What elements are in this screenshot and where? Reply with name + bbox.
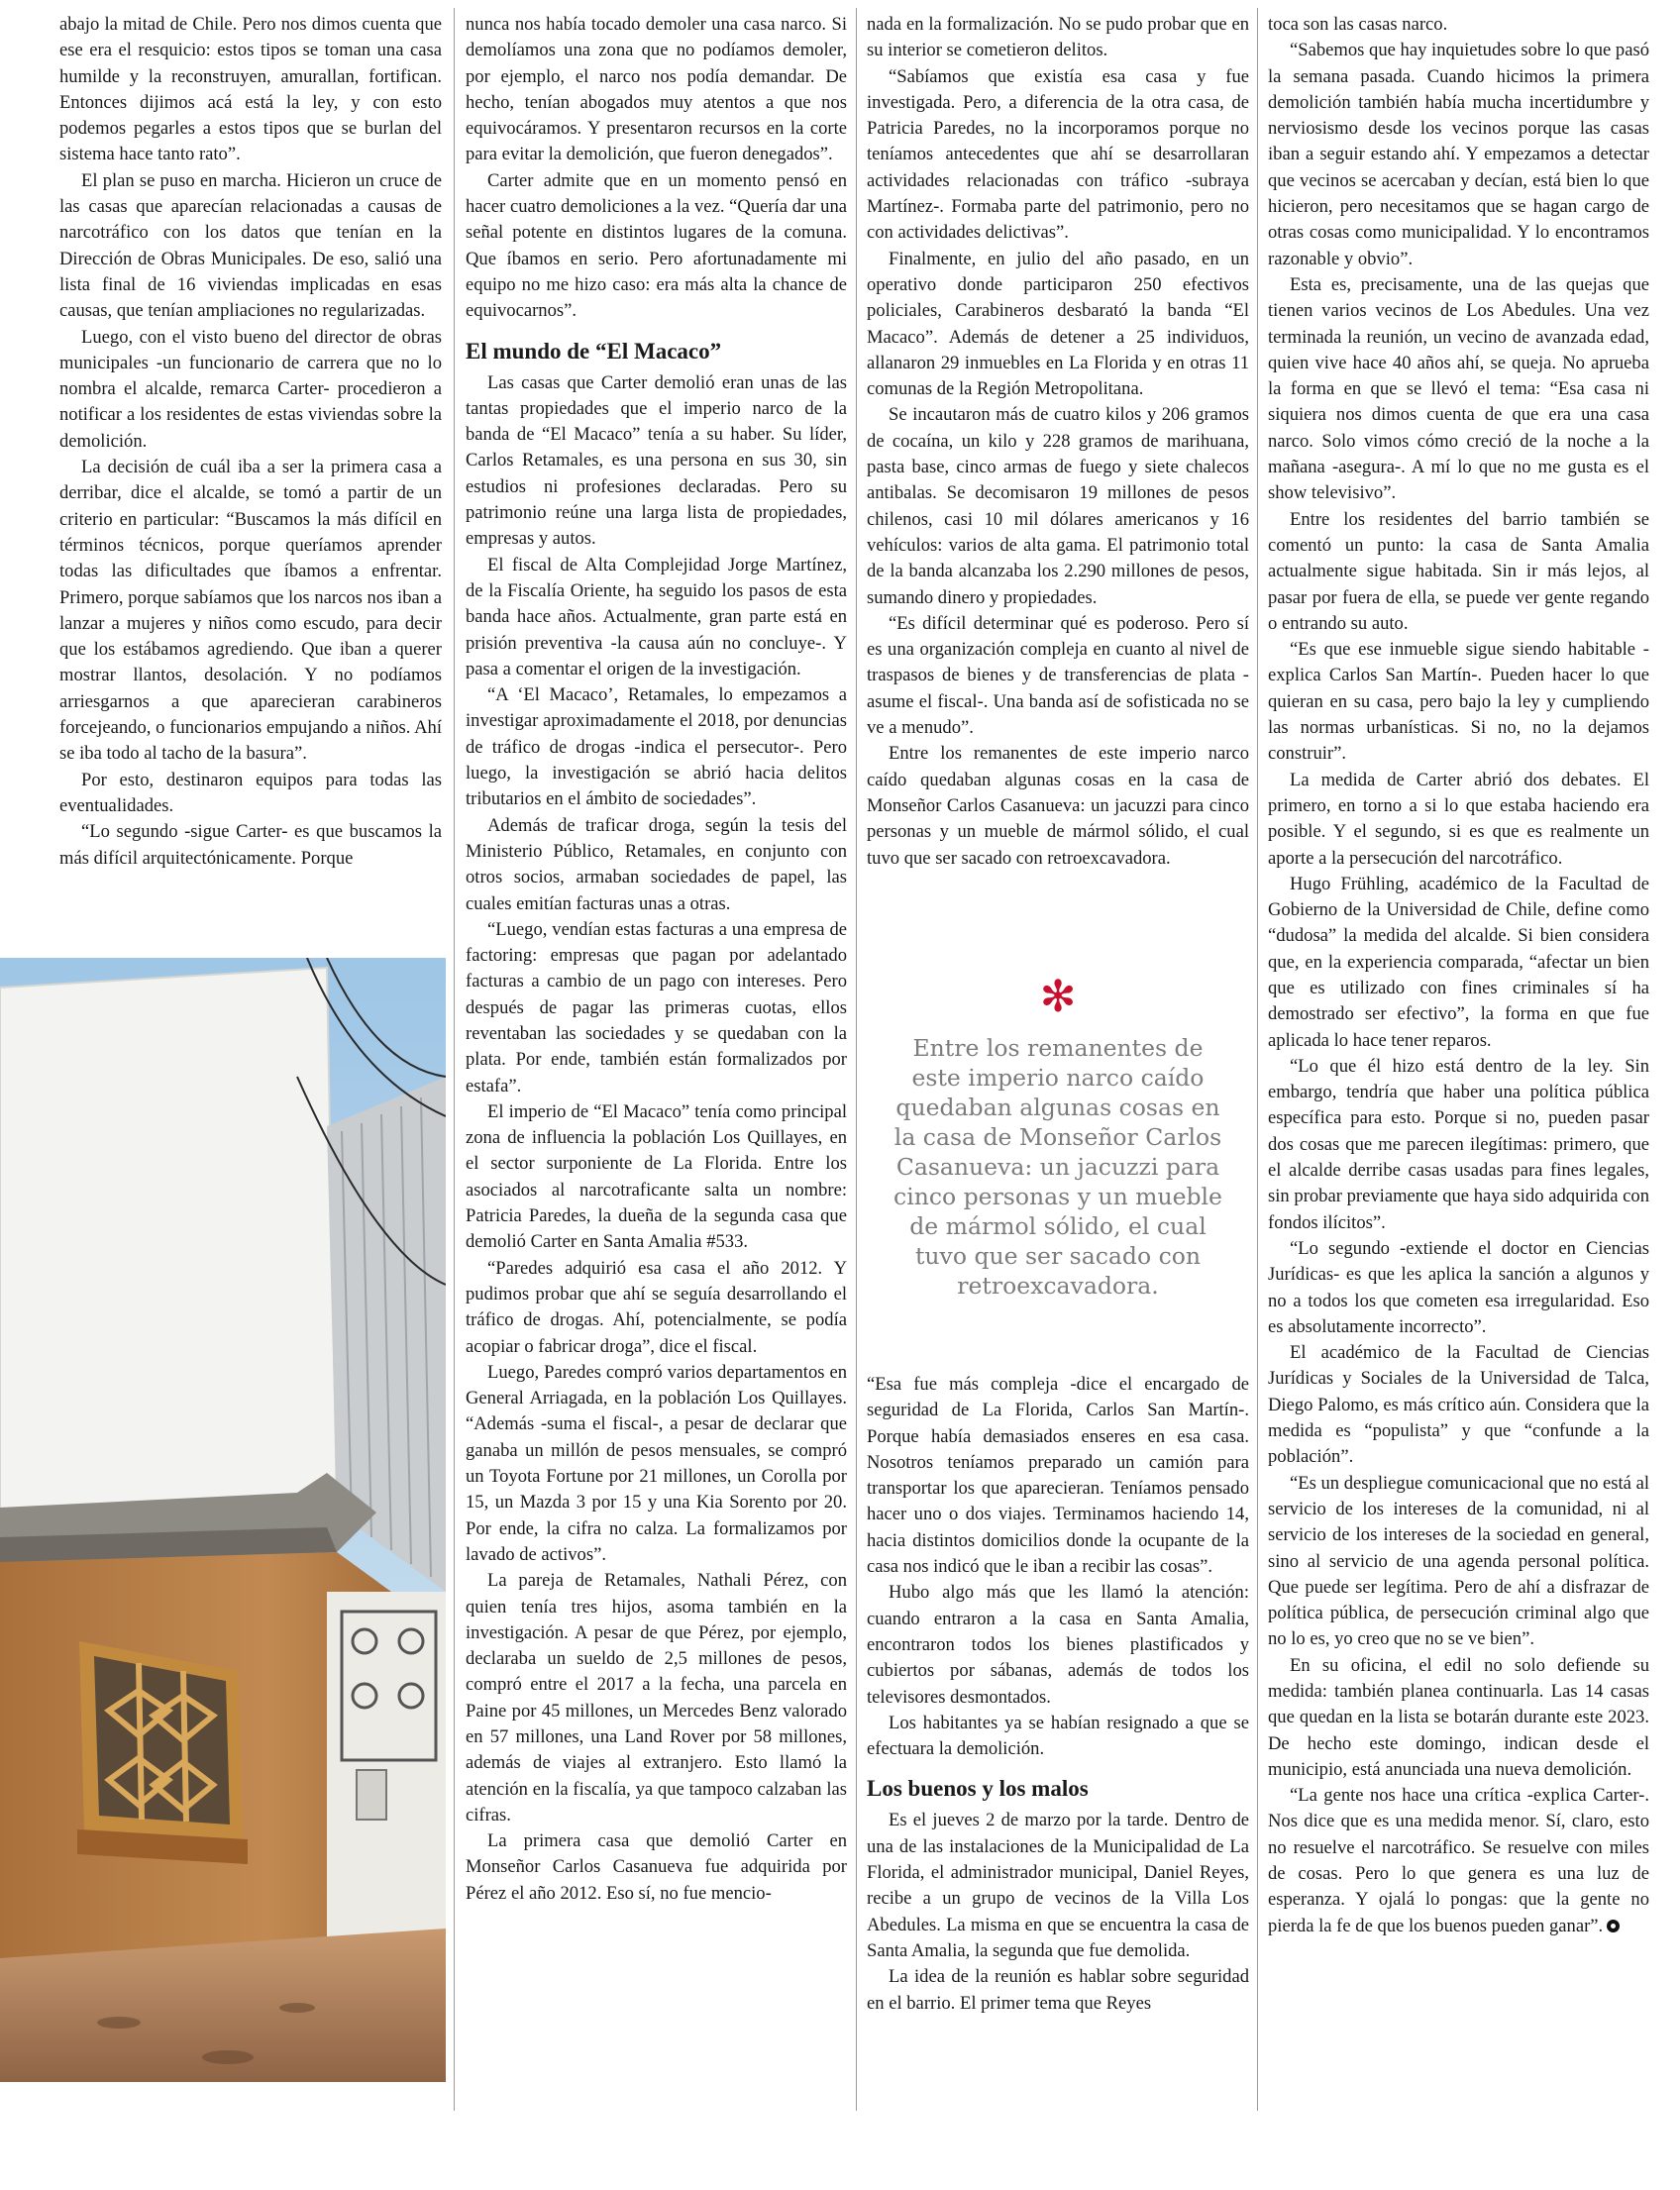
paragraph: toca son las casas narco. — [1268, 14, 1448, 35]
paragraph: Hubo algo más que les llamó la atención: cuando entraron a la casa en Santa Amalia, encontraron todos los bienes plastificados y cubiertos por sábanas, además de todos los televisores desmontados. — [867, 1582, 1249, 1708]
paragraph: Finalmente, en julio del año pasado, en un operativo donde participaron 250 efectivos policiales, Carabineros desbarató la banda “El Macaco”. Además de detener a 25 individuos, allanaron 29 inmuebles en La Florida y en otras 11 comunas de la Región Metropolitana. — [867, 248, 1249, 400]
paragraph: El plan se puso en marcha. Hicieron un cruce de las casas que aparecían relacionadas a causas de narcotráfico con los datos que tenían en la Dirección de Obras Municipales. De eso, salió una lista final de 16 viviendas implicadas en esas causas, que tenían ampliaciones no regularizadas. — [59, 169, 442, 322]
paragraph: “Paredes adquirió esa casa el año 2012. Y pudimos probar que ahí se seguía desarrollando el tráfico de drogas. Ahí, potencialmente, se podía acopiar o fabricar droga”, dice el fiscal. — [466, 1257, 847, 1357]
section-heading: Los buenos y los malos — [867, 1776, 1089, 1802]
article-column-3-lower — [867, 1372, 1249, 2017]
paragraph: “Lo que él hizo está dentro de la ley. Sin embargo, tendría que haber una política pública específica para esto. Porque si no, pueden pasar dos cosas que me parecen ilegítimas: primero, que el alcalde derribe casas usadas para fines legales, sin probar previamente que haya sido adquirida con fondos ilícitos”. — [1268, 1055, 1649, 1233]
paragraph: Es el jueves 2 de marzo por la tarde. Dentro de una de las instalaciones de la Municipalidad de La Florida, el administrador municipal, Daniel Reyes, recibe a un grupo de vecinos de la Villa Los Abedules. La misma en que se encuentra la casa de Santa Amalia, la segunda que fue demolida. — [867, 1810, 1249, 1961]
paragraph: Luego, con el visto bueno del director de obras municipales -un funcionario de carrera que no lo nombra el alcalde, remarca Carter- procedieron a notificar a los residentes de estas viviendas sobre la demolición. — [59, 326, 442, 452]
paragraph: abajo la mitad de Chile. Pero nos dimos cuenta que ese era el resquicio: estos tipos se toman una casa humilde y la reconstruyen, amurallan, fortifican. Entonces dijimos acá está la ley, y con esto podemos pegarles a estos tipos que se burlan del sistema hace tanto rato”. — [59, 14, 442, 165]
paragraph: La pareja de Retamales, Nathali Pérez, con quien tenía tres hijos, asoma también en la investigación. A pesar de que Pérez, por ejemplo, declaraba un sueldo de 2,5 millones de pesos, compró entre el 2017 a la fecha, una parcela en Paine por 45 millones, un Mercedes Benz valorado en 57 millones, una Land Rover por 58 millones, además de viajes al extranjero. Esto llamó la atención en la fiscalía, ya que tampoco calzaban las cifras. — [466, 1570, 847, 1825]
paragraph: Los habitantes ya se habían resignado a que se efectuara la demolición. — [867, 1712, 1249, 1760]
paragraph: Esta es, precisamente, una de las quejas que tienen varios vecinos de Los Abedules. Una vez terminada la reunión, un vecino de avanzada edad, quien vive hace 40 años ahí, se queja. No aprueba la forma en que se llevó el tema: “Esa casa ni siquiera nos dimos cuenta de que era una casa narco. Solo vimos cómo creció de la noche a la mañana -asegura-. A mí lo que no me gusta es el show televisivo”. — [1268, 273, 1649, 504]
paragraph: El imperio de “El Macaco” tenía como principal zona de influencia la población Los Quillayes, en el sector surponiente de La Florida. Entre los asociados al narcotraficante salta un nombre: Patricia Paredes, la dueña de la segunda casa que demolió Carter en Santa Amalia #533. — [466, 1100, 847, 1253]
article-column-2 — [466, 12, 847, 1907]
paragraph: Se incautaron más de cuatro kilos y 206 gramos de cocaína, un kilo y 228 gramos de marihuana, pasta base, cinco armas de fuego y siete chalecos antibalas. Se decomisaron 19 millones de pesos chilenos, casi 10 mil dólares americanos y 16 vehículos: varios de alta gama. El patrimonio total de la banda alcanzaba los 2.290 millones de pesos, sumando dinero y propiedades. — [867, 404, 1249, 608]
article-column-1 — [59, 12, 442, 872]
paragraph: El fiscal de Alta Complejidad Jorge Martínez, de la Fiscalía Oriente, ha seguido los pasos de esta banda hace años. Actualmente, gran parte está en prisión preventiva -la causa aún no concluye-. Y pasa a comentar el origen de la investigación. — [466, 554, 847, 679]
paragraph: “Lo segundo -sigue Carter- es que buscamos la más difícil arquitectónicamente. Porque — [59, 821, 442, 869]
paragraph: El académico de la Facultad de Ciencias Jurídicas y Sociales de la Universidad de Talca, Diego Palomo, es más crítico aún. Considera que la medida es “populista” y que “confunde a la población”. — [1268, 1342, 1649, 1468]
article-column-4 — [1268, 12, 1649, 1939]
paragraph: Las casas que Carter demolió eran unas de las tantas propiedades que el imperio narco de la banda de “El Macaco” tenía a su haber. Su líder, Carlos Retamales, es una persona en sus 30, sin estudios ni profesiones declaradas. Pero su patrimonio reúne una larga lista de propiedades, empresas y autos. — [466, 371, 847, 550]
section-heading: El mundo de “El Macaco” — [466, 338, 722, 364]
paragraph: nunca nos había tocado demoler una casa narco. Si demolíamos una zona que no podíamos demoler, por ejemplo, el narco nos podía demandar. De hecho, tenían abogados muy atentos a que nos equivocáramos. Y presentaron recursos en la corte para evitar la demolición, que fueron denegados”. — [466, 14, 847, 165]
article-column-3 — [867, 12, 1249, 872]
paragraph: “Esa fue más compleja -dice el encargado de seguridad de La Florida, Carlos San Martín-. Porque había demasiados enseres en esa casa. Nosotros teníamos preparado un camión para transportar los que aparecieran. Teníamos pensado hacer uno o dos viajes. Terminamos haciendo 14, hacia distintos domicilios donde la ocupante de la casa nos indicó que le iban a recibir las cosas”. — [867, 1374, 1249, 1578]
paragraph: “Sabemos que hay inquietudes sobre lo que pasó la semana pasada. Cuando hicimos la primera demolición también había mucha incertidumbre y nerviosismo desde los vecinos porque las casas iban a seguir estando ahí. Y empezamos a detectar que vecinos se acercaban y decían, está bien lo que hicieron, pero necesitamos que se hagan cargo de otras cosas como municipalidad. Y lo encontramos razonable y obvio”. — [1268, 40, 1650, 269]
column-rule — [1257, 8, 1258, 2111]
paragraph: Entre los remanentes de este imperio narco caído quedaban algunas cosas en la casa de Monseñor Carlos Casanueva: un jacuzzi para cinco personas y un mueble de mármol sólido, el cual tuvo que ser sacado con retroexcavadora. — [867, 743, 1249, 869]
paragraph: “Es que ese inmueble sigue siendo habitable -explica Carlos San Martín-. Pueden hacer lo que quieran en su casa, pero bajo la ley y cumpliendo las normas urbanísticas. Si no, no la dejamos construir”. — [1268, 639, 1649, 765]
paragraph: Por esto, destinaron equipos para todas las eventualidades. — [59, 769, 442, 816]
paragraph-final — [1268, 1783, 1649, 1939]
asterisk-ornament-icon: ✻ — [1039, 972, 1077, 1022]
demolished-house-photo — [0, 958, 446, 2082]
pull-quote — [887, 972, 1229, 1301]
paragraph: “Es un despliegue comunicacional que no está al servicio de los intereses de la comunidad, ni al servicio de los intereses de la sociedad en general, sino al servicio de una agenda personal política. Que puede ser legítima. Pero de ahí a disfrazar de política pública, de persecución criminal algo que no lo es, yo creo que no se ve bien”. — [1268, 1472, 1649, 1650]
paragraph: La idea de la reunión es hablar sobre seguridad en el barrio. El primer tema que Reyes — [867, 1966, 1249, 2014]
pull-quote-text: Entre los remanentes de este imperio narco caído quedaban algunas cosas en la casa de Monseñor Carlos Casanueva: un jacuzzi para cinco personas y un mueble de mármol sólido, el cual tuvo que ser sacado con retroexcavadora. — [893, 1034, 1222, 1300]
paragraph: “Sabíamos que existía esa casa y fue investigada. Pero, a diferencia de la otra casa, de Patricia Paredes, no la incorporamos porque no teníamos antecedentes que ahí se desarrollaran actividades relacionadas con tráfico -subraya Martínez-. Formaba parte del patrimonio, pero no con actividades delictivas”. — [867, 65, 1249, 244]
paragraph: “A ‘El Macaco’, Retamales, lo empezamos a investigar aproximadamente el 2018, por denuncias de tráfico de drogas -indica el persecutor-. Pero luego, la investigación se abrió hacia delitos tributarios en el ámbito de sociedades”. — [466, 684, 847, 810]
house-photo-illustration — [0, 958, 446, 2082]
paragraph: “Es difícil determinar qué es poderoso. Pero sí es una organización compleja en cuanto al nivel de traspasos de bienes y de transferencias de plata -asume el fiscal-. Una banda así de sofisticada no se ve a menudo”. — [867, 612, 1249, 739]
paragraph: “Luego, vendían estas facturas a una empresa de factoring: empresas que pagan por adelantado facturas a cambio de un pago con intereses. Pero después de pagar las primeras cuotas, ellos reventaban las sociedades y se quedaban con la plata. Por ende, también están formalizados por estafa”. — [466, 918, 847, 1096]
paragraph: La primera casa que demolió Carter en Monseñor Carlos Casanueva fue adquirida por Pérez el año 2012. Eso sí, no fue mencio- — [466, 1830, 847, 1904]
paragraph: Hugo Frühling, académico de la Facultad de Gobierno de la Universidad de Chile, define como “dudosa” la medida del alcalde. Si bien considera que, en la experiencia comparada, “afectar un bien que es utilizado con fines criminales sí ha demostrado ser efectivo”, la forma en que fue aplicada lo hace tener reparos. — [1268, 873, 1649, 1051]
end-of-article-icon — [1607, 1920, 1620, 1932]
paragraph: Carter admite que en un momento pensó en hacer cuatro demoliciones a la vez. “Quería dar una señal potente en distintos lugares de la comuna. Que íbamos en serio. Pero afortunadamente mi equipo no me hizo caso: era más alta la chance de equivocarnos”. — [466, 169, 847, 322]
paragraph: nada en la formalización. No se pudo probar que en su interior se cometieron delitos. — [867, 14, 1249, 61]
paragraph: En su oficina, el edil no solo defiende su medida: también planea continuarla. Las 14 casas que quedan en la lista se botarán durante este 2023. De hecho este domingo, indican desde el municipio, está anunciada una nueva demolición. — [1268, 1654, 1649, 1780]
column-rule — [454, 8, 455, 2111]
paragraph: Además de traficar droga, según la tesis del Ministerio Público, Retamales, en conjunto con otros socios, armaban sociedades de papel, las cuales emitían facturas unas a otras. — [466, 814, 847, 914]
paragraph: “Lo segundo -extiende el doctor en Ciencias Jurídicas- es que les aplica la sanción a algunos y no a todos los que cometen esa irregularidad. Eso es absolutamente incorrecto”. — [1268, 1237, 1649, 1337]
paragraph: La decisión de cuál iba a ser la primera casa a derribar, dice el alcalde, se tomó a partir de un criterio en particular: “Buscamos la más difícil en términos técnicos, porque queríamos aprender todas las dificultades que íbamos a enfrentar. Primero, porque sabíamos que los narcos nos iban a lanzar a mujeres y niños como escudo, para decir que los estábamos agrediendo. Que iban a querer mostrar llantos, desolación. Y no podíamos arriesgarnos a que aparecieran carabineros forcejeando, o funcionarios empujando a niños. Ahí se iba todo al tacho de la basura”. — [59, 457, 442, 765]
paragraph: Luego, Paredes compró varios departamentos en General Arriagada, en la población Los Quillayes. “Además -suma el fiscal-, a pesar de declarar que ganaba un millón de pesos mensuales, se compró un Toyota Fortune por 21 millones, un Corolla por 15, un Mazda 3 por 15 y una Kia Sorento por 20. Por ende, la cifra no calza. La formalizamos por lavado de activos”. — [466, 1361, 847, 1565]
final-paragraph-text: “La gente nos hace una crítica -explica Carter-. Nos dice que es una medida menor. Sí, claro, esto no resuelve el narcotráfico. Se resuelve con miles de cosas. Pero lo que genera es una luz de esperanza. Y ojalá lo pongas: que la gente no pierda la fe de que los buenos pueden ganar”. — [1268, 1785, 1649, 1936]
paragraph: Entre los residentes del barrio también se comentó un punto: la casa de Santa Amalia actualmente sigue habitada. Sin ir más lejos, al pasar por fuera de ella, se puede ver gente regando o entrando su auto. — [1268, 508, 1649, 634]
column-rule — [856, 8, 857, 2111]
paragraph: La medida de Carter abrió dos debates. El primero, en torno a si lo que estaba haciendo era posible. Y el segundo, si es que es realmente un aporte a la persecución del narcotráfico. — [1268, 769, 1649, 869]
